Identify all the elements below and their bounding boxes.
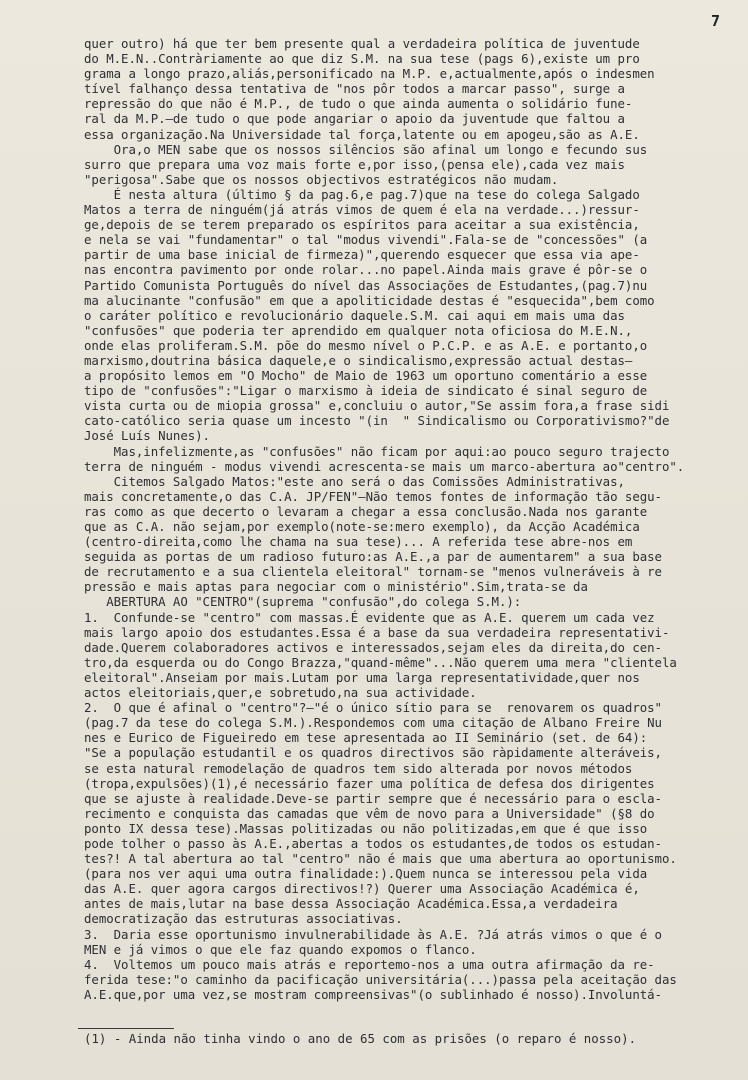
text-line: seguida as portas de um radioso futuro:as A.E.,a par de aumentarem" a sua base (84, 549, 662, 565)
text-line: nas encontra pavimento por onde rolar...no papel.Ainda mais grave é pôr-se o (84, 262, 648, 278)
text-line: a propósito lemos em "O Mocho" de Maio de 1963 um oportuno comentário a esse (84, 368, 648, 384)
text-line: mais largo apoio dos estudantes.Essa é a base da sua verdadeira representativi- (84, 624, 670, 640)
text-line: ponto IX dessa tese).Massas politizadas ou não politizadas,em que é que isso (84, 820, 648, 836)
text-line: 4. Voltemos um pouco mais atrás e reportemo-nos a uma outra afirmação da re- (84, 956, 655, 972)
text-line: do M.E.N..Contràriamente ao que diz S.M. na sua tese (pags 6),existe um pro (84, 51, 640, 67)
text-line: terra de ninguém - modus vivendi acrescenta-se mais um marco-abertura ao"centro". (84, 458, 685, 474)
text-line: actos eleitoriais,quer,e sobretudo,na sua actividade. (84, 685, 477, 701)
text-line: 2. O que é afinal o "centro"?—"é o único sítio para se renovarem os quadros" (84, 700, 662, 716)
text-line: José Luís Nunes). (84, 428, 210, 444)
text-line: recimento e conquista das camadas que vêm de novo para a Universidade" (§8 do (84, 805, 655, 821)
text-line: pressão e mais aptas para negociar com o ministério".Sim,trata-se da (84, 579, 588, 595)
text-line: mais concretamente,o das C.A. JP/FEN"—Não temos fontes de informação tão segu- (84, 488, 662, 504)
text-line: que as C.A. não sejam,por exemplo(note-se:mero exemplo), da Acção Académica (84, 519, 640, 534)
text-line: se esta natural remodelação de quadros tem sido alterada por novos métodos (84, 760, 633, 776)
text-line: tro,da esquerda ou do Congo Brazza,"quand-même"...Não querem uma mera "clientela (84, 654, 677, 670)
text-line: "Se a população estudantil e os quadros directivos são ràpidamente alteráveis, (84, 745, 662, 761)
text-line: (tropa,expulsões)(1),é necessário fazer uma política de defesa dos dirigentes (84, 775, 655, 791)
text-line: dade.Querem colaboradores activos e interessados,sejam eles da direita,do cen- (84, 639, 662, 655)
text-line: É nesta altura (último § da pag.6,e pag.7)que na tese do colega Salgado (84, 186, 640, 202)
text-line: Ora,o MEN sabe que os nossos silêncios são afinal um longo e fecundo sus (84, 141, 648, 157)
text-line: partir de uma base inicial de firmeza)",querendo esquecer que essa via ape- (84, 247, 640, 263)
text-line: essa organização.Na Universidade tal força,latente ou em apogeu,são as A.E. (84, 126, 640, 142)
text-line: A.E.que,por uma vez,se mostram compreensivas"(o sublinhado é nosso).Involuntá- (84, 986, 662, 1002)
text-line: marxismo,doutrina básica daquele,e o sindicalismo,expressão actual destas— (84, 352, 633, 368)
text-line: cato-católico seria quase um incesto "(in " Sindicalismo ou Corporativismo?"de (84, 413, 670, 429)
text-line: Matos a terra de ninguém(já atrás vimos de quem é ela na verdade...)ressur- (84, 202, 640, 218)
text-line: que se ajuste à realidade.Deve-se partir sempre que é necessário para o escla- (84, 790, 662, 806)
text-line: 3. Daria esse oportunismo invulnerabilidade às A.E. ?Já atrás vimos o que é o (84, 926, 662, 942)
text-line: quer outro) há que ter bem presente qual a verdadeira política de juventude (84, 36, 640, 51)
text-line: eleitoral".Anseiam por mais.Lutam por uma larga representatividade,quer nos (84, 669, 640, 685)
text-line: Partido Comunista Português do nível das Associações de Estudantes,(pag.7)nu (84, 277, 648, 293)
text-line: surro que prepara uma voz mais forte e,por isso,(pensa ele),cada vez mais (84, 156, 625, 172)
text-line: ge,depois de se terem preparado os espíritos para aceitar a sua existência, (84, 217, 640, 233)
text-line: repressão do que não é M.P., de tudo o que ainda aumenta o solidário fune- (84, 96, 633, 112)
text-line: 1. Confunde-se "centro" com massas.É evidente que as A.E. querem um cada vez (84, 609, 655, 625)
text-line: "confusões" que poderia ter aprendido em qualquer nota oficiosa do M.E.N., (84, 322, 633, 338)
text-line: tes?! A tal abertura ao tal "centro" não é mais que uma abertura ao oportunismo. (84, 851, 677, 867)
text-line: tipo de "confusões":"Ligar o marxismo à ideia de sindicato é sinal seguro de (84, 383, 648, 399)
text-line: vista curta ou de miopia grossa" e,concluiu o autor,"Se assim fora,a frase sidi (84, 398, 670, 414)
text-line: ma alucinante "confusão" em que a apoliticidade destas é "esquecida",bem como (84, 292, 655, 308)
text-line: antes de mais,lutar na base dessa Associação Académica.Essa,a verdadeira (84, 896, 618, 912)
text-line: ABERTURA AO "CENTRO"(suprema "confusão",do colega S.M.): (84, 594, 522, 610)
body-text (84, 36, 744, 1002)
text-line: e nela se vai "fundamentar" o tal "modus vivendi".Fala-se de "concessões" (a (84, 232, 648, 248)
text-line: ras como as que decerto o levaram a chegar a essa conclusão.Nada nos garante (84, 503, 648, 519)
text-line: Citemos Salgado Matos:"este ano será o das Comissões Administrativas, (84, 473, 625, 489)
text-line: pode tolher o passo às A.E.,abertas a todos os estudantes,de todos os estudan- (84, 835, 662, 851)
text-line: ral da M.P.—de tudo o que pode angariar o apoio da juventude que faltou a (84, 111, 625, 127)
text-line: grama a longo prazo,aliás,personificado na M.P. e,actualmente,após o indesmen (84, 66, 655, 82)
text-line: o caráter político e revolucionário daquele.S.M. cai aqui em mais uma das (84, 307, 625, 323)
text-line: (pag.7 da tese do colega S.M.).Respondemos com uma citação de Albano Freire Nu (84, 715, 662, 731)
text-line: democratização das estruturas associativas. (84, 911, 403, 927)
text-line: "perigosa".Sabe que os nossos objectivos estratégicos não mudam. (84, 171, 559, 187)
text-line: (para nos ver aqui uma outra finalidade:).Quem nunca se interessou pela vida (84, 866, 648, 882)
text-line: nes e Eurico de Figueiredo em tese apresentada ao II Seminário (set. de 64): (84, 730, 648, 746)
text-line: de recrutamento e a sua clientela eleitoral" tornam-se "menos vulneráveis à re (84, 564, 662, 580)
text-line: tível falhanço dessa tentativa de "nos pôr todos a marcar passo", surge a (84, 81, 625, 97)
page-number: 7 (710, 12, 720, 30)
text-line: das A.E. quer agora cargos directivos!?) Querer uma Associação Académica é, (84, 881, 640, 897)
footnote: (1) - Ainda não tinha vindo o ano de 65 com as prisões (o reparo é nosso). (84, 1031, 637, 1046)
text-line: (centro-direita,como lhe chama na sua tese)... A referida tese abre-nos em (84, 534, 633, 550)
text-line: MEN e já vimos o que ele faz quando expomos o flanco. (84, 941, 477, 957)
text-line: Mas,infelizmente,as "confusões" não ficam por aqui:ao pouco seguro trajecto (84, 443, 670, 459)
text-line: ferida tese:"o caminho da pacificação universitária(...)passa pela aceitação das (84, 971, 677, 987)
footnote-rule (78, 1028, 174, 1029)
text-line: onde elas proliferam.S.M. põe do mesmo nível o P.C.P. e as A.E. e portanto,o (84, 337, 648, 353)
